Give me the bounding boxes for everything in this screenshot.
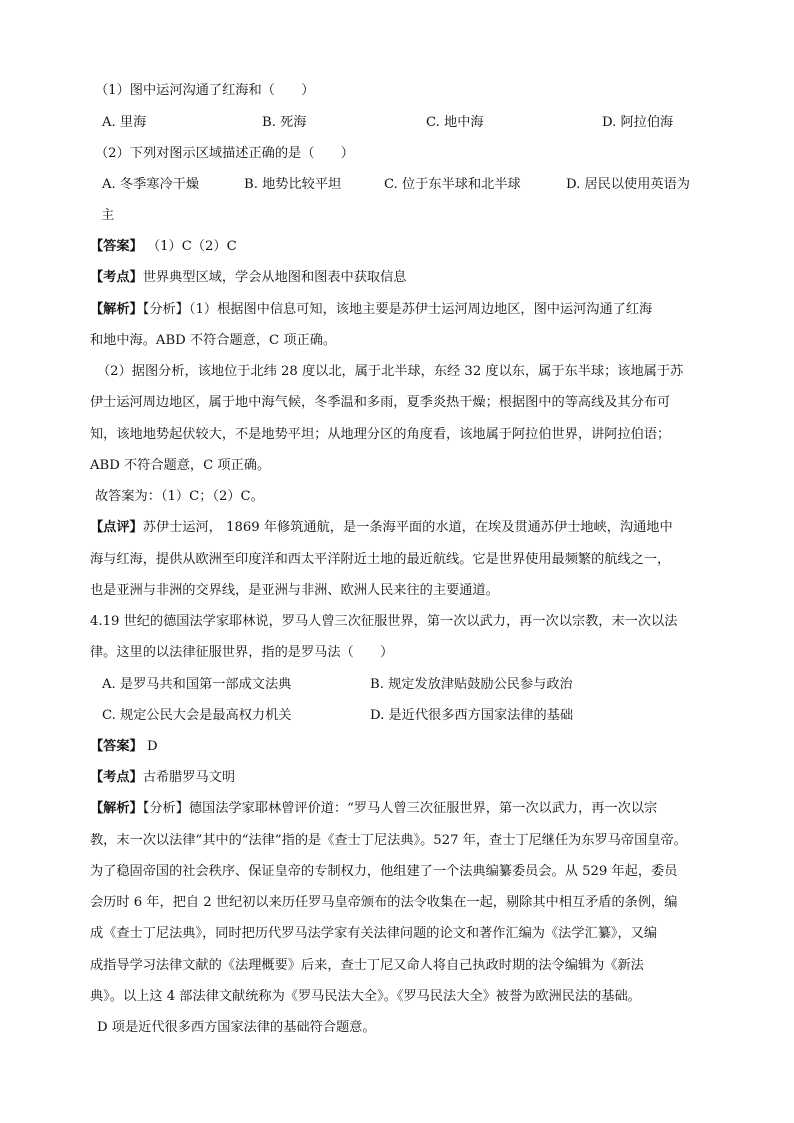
jiexi-line [90,301,652,319]
option-d: D. 阿拉伯海 [602,115,674,130]
option-a: A. 是罗马共和国第一部成文法典 [102,677,292,692]
question-4-stem: 4.19 世纪的德国法学家耶林说，罗马人曾三次征服世界，第一次以武力，再一次以宗教，末一次以法 [90,614,678,629]
jiexi-text: 和地中海。ABD 不符合题意，C 项正确。 [90,333,337,348]
option-a: A. 冬季寒冷干燥 [102,177,200,192]
dianping-text: 海与红海，提供从欧洲至印度洋和西太平洋附近土地的最近航线。它是世界使用最频繁的航线之一， [90,552,671,567]
jiexi-text: 典》。以上这 4 部法律文献统称为《罗马民法大全》。《罗马民法大全》被誉为欧洲民法的基础。 [90,989,641,1004]
option-b: B. 死海 [262,115,307,130]
jiexi-text: 成指导学习法律文献的《法理概要》后来，查士丁尼又命人将自己执政时期的法令编辑为《新法 [90,958,644,973]
kaodian-line [90,269,407,287]
jiexi-line [90,800,657,818]
dianping-tag: 【点评】 [90,520,143,535]
jiexi-text: 教，末一次以法律”其中的“法律”指的是《查士丁尼法典》。527 年，查士丁尼继任为东罗马帝国皇帝。 [90,833,687,848]
answer-text: （1）C（2）C [146,239,237,254]
question-4-stem-cont: 律。这里的以法律征服世界，指的是罗马法（ ） [90,645,394,660]
answer-tag: 【答案】 [90,739,143,754]
jiexi-text: 知，该地地势起伏较大，不是地势平坦；从地理分区的角度看，该地属于阿拉伯世界，讲阿拉伯语； [90,427,671,442]
kaodian-tag: 【考点】 [90,270,143,285]
answer-tag: 【答案】 [90,239,143,254]
option-b: B. 规定发放津贴鼓励公民参与政治 [370,677,573,692]
kaodian-tag: 【考点】 [90,770,143,785]
option-d: D. 居民以使用英语为 [566,177,690,192]
jiexi-text: 会历时 6 年，把自 2 世纪初以来历任罗马皇帝颁布的法令收集在一起，剔除其中相互矛盾的条例，编 [90,895,678,910]
kaodian-text: 古希腊罗马文明 [142,770,236,785]
kaodian-line [90,769,235,787]
option-d: D. 是近代很多西方国家法律的基础 [370,708,574,723]
dianping-line [90,519,673,537]
answer-line [90,238,237,256]
option-d-continuation: 主 [101,208,115,223]
option-b: B. 地势比较平坦 [244,177,342,192]
sub-question-2: （2）下列对图示区域描述正确的是（ ） [95,146,354,161]
jiexi-text: 成《查士丁尼法典》，同时把历代罗马法学家有关法律问题的论文和著作汇编为《法学汇纂》，又编 [90,926,658,941]
jiexi-text: 【分析】（1）根据图中信息可知，该地主要是苏伊士运河周边地区，图中运河沟通了红海 [142,302,653,317]
answer-text: D [146,739,158,754]
option-a: A. 里海 [102,115,147,130]
jiexi-text: D 项是近代很多西方国家法律的基础符合题意。 [97,1020,376,1035]
jiexi-text: （2）据图分析，该地位于北纬 28 度以北，属于北半球，东经 32 度以东，属于东半球；该地属于苏 [97,364,684,379]
kaodian-text: 世界典型区域，学会从地图和图表中获取信息 [142,270,407,285]
dianping-text: 也是亚洲与非洲的交界线，是亚洲与非洲、欧洲人民来往的主要通道。 [90,583,499,598]
sub-question-1: （1）图中运河沟通了红海和（ ） [95,83,315,98]
jiexi-tag: 【解析】 [90,801,143,816]
jiexi-text: 【分析】德国法学家耶林曾评价道：“罗马人曾三次征服世界，第一次以武力，再一次以宗 [142,801,658,816]
jiexi-text: ABD 不符合题意，C 项正确。 [90,458,271,473]
dianping-text: 苏伊士运河， 1869 年修筑通航，是一条海平面的水道，在埃及贯通苏伊士地峡，沟通地中 [142,520,673,535]
jiexi-text: 伊士运河周边地区，属于地中海气候，冬季温和多雨，夏季炎热干燥；根据图中的等高线及其分布可 [90,395,671,410]
option-c: C. 规定公民大会是最高权力机关 [102,708,292,723]
jiexi-tag: 【解析】 [90,302,143,317]
jiexi-text: 为了稳固帝国的社会秩序、保证皇帝的专制权力，他组建了一个法典编纂委员会。从 529 年起，委员 [90,864,678,879]
answer-line [90,738,158,756]
option-c: C. 位于东半球和北半球 [384,177,521,192]
option-c: C. 地中海 [426,115,484,130]
final-answer: 故答案为：（1）C；（2）C。 [95,489,264,504]
